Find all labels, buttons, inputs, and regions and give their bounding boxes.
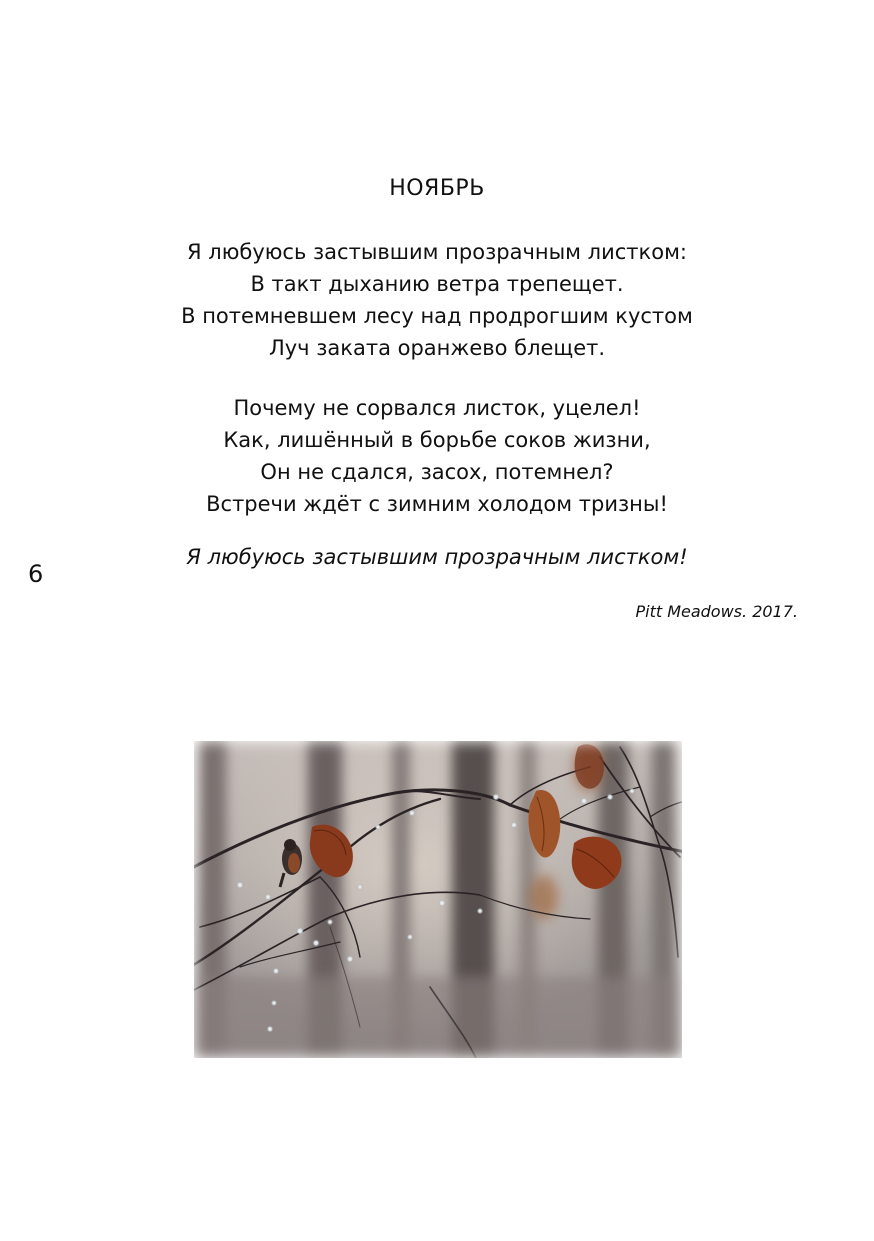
stanza-1 [0,236,874,364]
poem-line: Как, лишённый в борьбе соков жизни, [223,428,651,452]
poem-line: Он не сдался, засох, потемнел? [260,460,614,484]
stanza-2 [0,392,874,520]
poem-line: Почему не сорвался листок, уцелел! [233,396,641,420]
signature: Pitt Meadows. 2017. [635,602,798,621]
poem-refrain: Я любуюсь застывшим прозрачным листком! [186,545,688,569]
poem-title: НОЯБРЬ [389,176,485,201]
poem-line: Встречи ждёт с зимним холодом тризны! [206,492,668,516]
poem-line: Луч заката оранжево блещет. [268,336,606,360]
illustration-photo [180,727,696,1072]
poem-line: Я любуюсь застывшим прозрачным листком: [187,240,687,264]
page-number: 6 [28,560,44,588]
poem-line: В потемневшем лесу над продрогшим кустом [181,304,693,328]
photo-scene [180,727,696,1072]
poem-line: В такт дыханию ветра трепещет. [250,272,624,296]
